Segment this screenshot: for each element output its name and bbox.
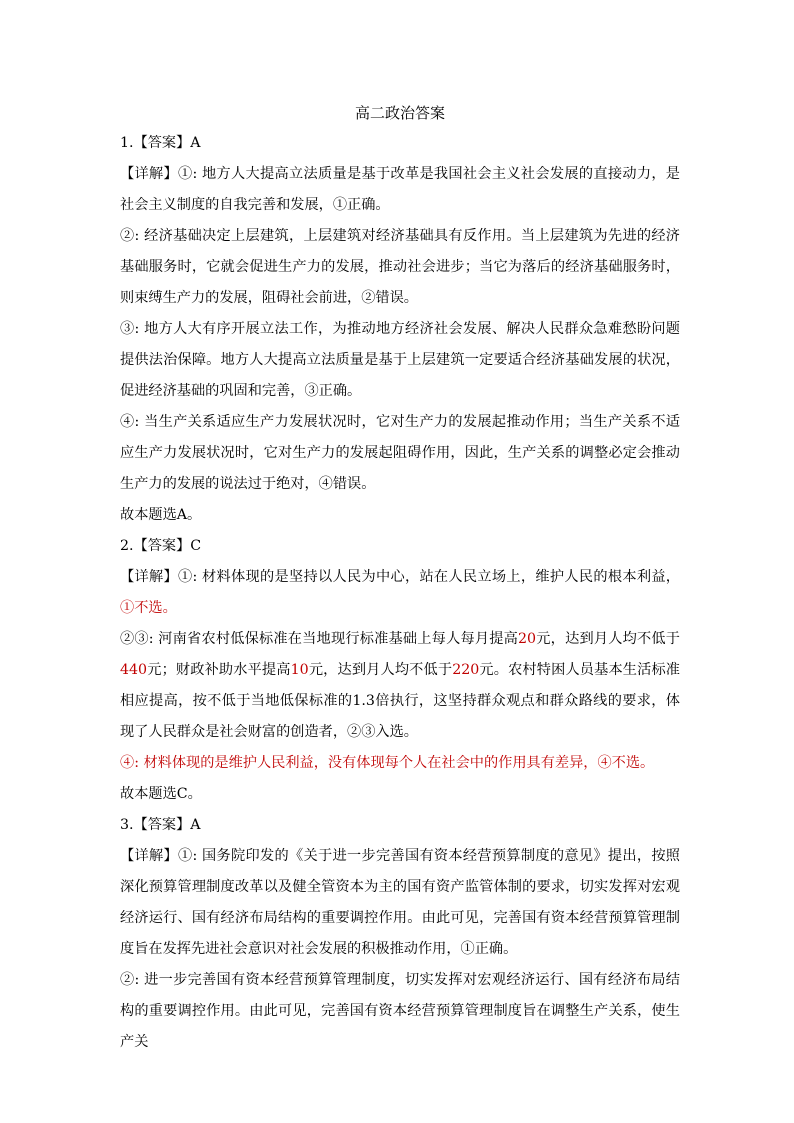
q1-conclusion: 故本题选A。 [120, 507, 202, 523]
q2-detail-2-c: 元；财政补助水平提高 [147, 662, 291, 678]
q2-detail-2-f: 倍执行，这坚持群众观点和群众路线的要求，体现了人民群众是社会财富的创造者，②③入选。 [120, 693, 680, 740]
q2-detail-2-e: 元。农村特困人员基本生活标准相应提高，按不低于当地低保标准的 [120, 662, 680, 709]
q3-detail-2: ②: 进一步完善国有资本经营预算管理制度，切实发挥对宏观经济运行、国有经济布局结构的重要调控作用。由此可见，完善国有资本经营预算管理制度旨在调整生产关系，使生产关 [120, 972, 680, 1050]
answer-page [120, 100, 680, 1058]
q2-detail-3: ④: 材料体现的是维护人民利益，没有体现每个人在社会中的作用具有差异，④不选。 [120, 755, 655, 771]
q2-detail-2-b: 元，达到月人均不低于 [536, 631, 680, 647]
q3-header: 3.【答案】A [120, 817, 201, 833]
q2-num-440: 440 [120, 662, 148, 678]
q2-detail-2 [120, 624, 680, 748]
q2-num-1-3: 1.3 [352, 693, 375, 709]
q2-detail-1-text: 【详解】①: 材料体现的是坚持以人民为中心，站在人民立场上，维护人民的根本利益， [120, 569, 680, 585]
q2-num-20: 20 [518, 631, 537, 647]
q2-num-10: 10 [290, 662, 309, 678]
q2-detail-2-a: ②③: 河南省农村低保标准在当地现行标准基础上每人每月提高 [120, 631, 519, 647]
q3-detail-1: 【详解】①: 国务院印发的《关于进一步完善国有资本经营预算制度的意见》提出，按照深化预算管理制度改革以及健全管资本为主的国有资产监管体制的要求，切实发挥对宏观经济运行、国有经济布局结构的重要调控作用。由此可见，完善国有资本经营预算管理制度旨在发挥先进社会意识对社会发展的积极推动作用，①正确。 [120, 848, 680, 957]
q1-detail-4: ④: 当生产关系适应生产力发展状况时，它对生产力的发展起推动作用；当生产关系不适应生产力发展状况时，它对生产力的发展起阻碍作用，因此，生产关系的调整必定会推动生产力的发展的说法过于绝对，④错误。 [120, 414, 680, 492]
q1-detail-1: 【详解】①: 地方人大提高立法质量是基于改革是我国社会主义社会发展的直接动力，是社会主义制度的自我完善和发展，①正确。 [120, 166, 680, 213]
q1-header: 1.【答案】A [120, 135, 201, 151]
q2-header: 2.【答案】C [120, 538, 202, 554]
q2-detail-1-verdict: ①不选。 [120, 600, 177, 616]
q2-num-220: 220 [452, 662, 480, 678]
page-title: 高二政治答案 [354, 104, 445, 122]
q2-conclusion: 故本题选C。 [120, 786, 202, 802]
q2-detail-1 [120, 562, 680, 624]
q2-detail-2-d: 元，达到月人均不低于 [308, 662, 453, 678]
q1-detail-3: ③: 地方人大有序开展立法工作，为推动地方经济社会发展、解决人民群众急难愁盼问题提供法治保障。地方人大提高立法质量是基于上层建筑一定要适合经济基础发展的状况，促进经济基础的巩固和完善，③正确。 [120, 321, 680, 399]
q1-detail-2: ②: 经济基础决定上层建筑，上层建筑对经济基础具有反作用。当上层建筑为先进的经济基础服务时，它就会促进生产力的发展，推动社会进步；当它为落后的经济基础服务时，则束缚生产力的发展，阻碍社会前进，②错误。 [120, 228, 680, 306]
